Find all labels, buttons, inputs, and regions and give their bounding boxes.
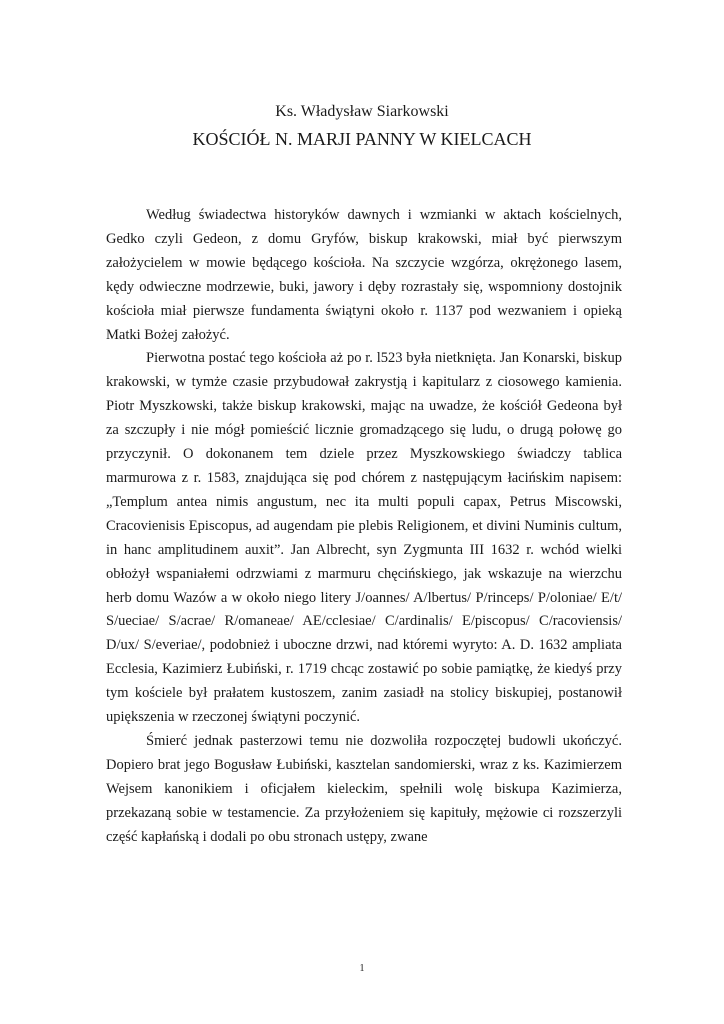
paragraph: Według świadectwa historyków dawnych i wzmianki w aktach kościelnych, Gedko czyli Gedeon, z domu Gryfów, biskup krakowski, miał być pierwszym założycielem w mowie będącego kościoła. Na szczycie wzgórza, okrężonego lasem, kędy odwieczne modrzewie, buki, jawory i dęby rozrastały się, wspomniony dostojnik kościoła miał pierwsze fundamenta świątyni około r. 1137 pod wezwaniem i opieką Matki Bożej założyć.	[106, 207, 622, 343]
body-text	[106, 204, 622, 849]
page-number: 1	[359, 963, 365, 974]
paragraph: Śmierć jednak pasterzowi temu nie dozwoliła rozpoczętej budowli ukończyć. Dopiero brat jego Bogusław Łubiński, kasztelan sandomierski, wraz z ks. Kazimierzem Wejsem kanonikiem i oficjałem kieleckim, spełnili wolę biskupa Kazimierza, przekazaną sobie w testamencie. Za przyłożeniem się kapituły, mężowie ci rozszerzyli część kapłańską i dodali po obu stronach ustępy, zwane	[106, 732, 622, 845]
paragraph: Pierwotna postać tego kościoła aż po r. l523 była nietknięta. Jan Konarski, biskup krakowski, w tymże czasie przybudował zakrystją i kapitularz z ciosowego kamienia. Piotr Myszkowski, także biskup krakowski, mając na uwadze, że kościół Gedeona był za szczupły i nie mógł pomieścić licznie gromadzącego się ludu, o drugą połowę go przyczynił. O dokonanem tem dziele przez Myszkowskiego świadczy tablica marmurowa z r. 1583, znajdująca się pod chórem z następującym łacińskim napisem: „Templum antea nimis angustum, nec ita multi populi capax, Petrus Miscowski, Cracovienisis Episcopus, ad augendam pie plebis Religionem, et divini Numinis cultum, in hanc amplitudinem auxit”. Jan Albrecht, syn Zygmunta III 1632 r. wchód wielki obłożył wspaniałemi odrzwiami z marmuru chęcińskiego, jak wskazuje na wierzchu herb domu Wazów a w około niego litery J/oannes/ A/lbertus/ P/rinceps/ P/oloniae/ E/t/ S/ueciae/ S/acrae/ R/omaneae/ AE/cclesiae/ C/ardinalis/ E/piscopus/ C/racoviensis/ D/ux/ S/everiae/, podobnież i uboczne drzwi, nad któremi wyryto: A. D. 1632 ampliata Ecclesia, Kazimierz Łubiński, r. 1719 chcąc zostawić po sobie pamiątkę, że kiedyś przy tym kościele był prałatem kustoszem, zanim zasiadł na stolicy biskupiej, postanowił upiększenia w rzeczonej świątyni poczynić.	[106, 350, 622, 726]
author-name: Ks. Władysław Siarkowski	[275, 103, 449, 120]
document-title: KOŚCIÓŁ N. MARJI PANNY W KIELCACH	[192, 129, 532, 149]
